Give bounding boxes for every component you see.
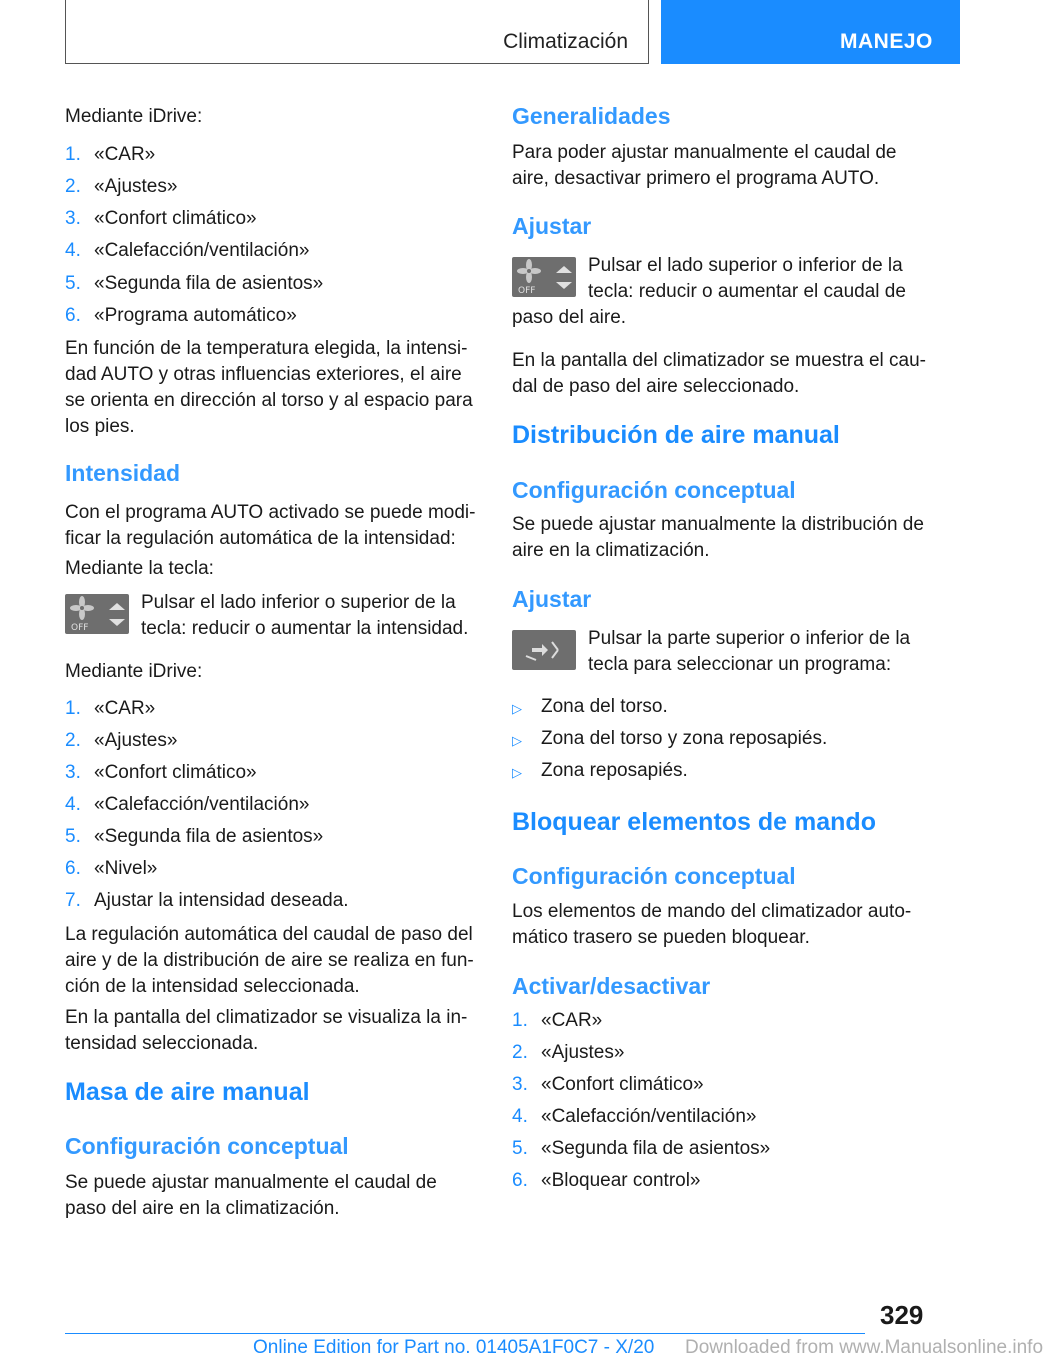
step-number: 4.	[65, 240, 81, 261]
text-line: dal de paso del aire seleccionado.	[512, 376, 800, 397]
text-line: Se puede ajustar manualmente la distribución de	[512, 514, 924, 535]
triangle-bullet-icon: ▷	[512, 765, 522, 780]
text-line: En función de la temperatura elegida, la intensi-	[65, 338, 468, 359]
fan-off-key-icon	[65, 594, 129, 634]
text-line: En la pantalla del climatizador se visualiza la in-	[65, 1007, 468, 1028]
text-line: ción de la intensidad seleccionada.	[65, 976, 360, 997]
list-item: «CAR»	[94, 698, 156, 719]
list-item: «Segunda fila de asientos»	[94, 826, 324, 847]
list-item: «Ajustes»	[94, 730, 178, 751]
step-number: 7.	[65, 890, 81, 911]
list-item: «Ajustes»	[541, 1042, 625, 1063]
list-item: «CAR»	[94, 144, 156, 165]
step-number: 5.	[65, 826, 81, 847]
step-number: 3.	[65, 762, 81, 783]
text-line: En la pantalla del climatizador se muestra el cau-	[512, 350, 926, 371]
text-line: Pulsar el lado superior o inferior de la	[588, 255, 903, 276]
section-title: Climatización	[503, 30, 628, 53]
air-distribution-key-icon	[512, 630, 576, 670]
heading-bloquear: Bloquear elementos de mando	[512, 808, 876, 836]
list-item: «Calefacción/ventilación»	[94, 794, 310, 815]
heading-ajustar: Ajustar	[512, 213, 592, 239]
text-line: los pies.	[65, 416, 135, 437]
heading-generalidades: Generalidades	[512, 103, 671, 129]
page-number: 329	[880, 1300, 924, 1330]
heading-ajustar: Ajustar	[512, 586, 592, 612]
text-line: aire y de la distribución de aire se realiza en fun-	[65, 950, 474, 971]
step-number: 5.	[65, 273, 81, 294]
chapter-tab-label: MANEJO	[840, 30, 933, 53]
text-line: aire, desactivar primero el programa AUTO.	[512, 168, 880, 189]
step-number: 6.	[65, 858, 81, 879]
triangle-bullet-icon: ▷	[512, 701, 522, 716]
text-line: ficar la regulación automática de la intensidad:	[65, 528, 456, 549]
fan-off-key-icon	[512, 257, 576, 297]
step-number: 6.	[512, 1170, 528, 1191]
list-item: «Calefacción/ventilación»	[541, 1106, 757, 1127]
svg-text:OFF: OFF	[518, 286, 536, 296]
list-item: Zona reposapiés.	[541, 760, 688, 781]
step-number: 1.	[512, 1010, 528, 1031]
text-line: La regulación automática del caudal de paso del	[65, 924, 473, 945]
heading-configuracion: Configuración conceptual	[512, 477, 796, 503]
list-item: «Confort climático»	[541, 1074, 704, 1095]
list-item: «Calefacción/ventilación»	[94, 240, 310, 261]
header-box	[65, 0, 649, 64]
step-number: 1.	[65, 698, 81, 719]
list-item: «Confort climático»	[94, 762, 257, 783]
heading-configuracion: Configuración conceptual	[512, 863, 796, 889]
step-number: 2.	[65, 176, 81, 197]
text-line: tecla: reducir o aumentar el caudal de	[588, 281, 906, 302]
list-item: «Ajustes»	[94, 176, 178, 197]
list-item: «Programa automático»	[94, 305, 297, 326]
text-line: Pulsar la parte superior o inferior de la	[588, 628, 911, 649]
text-line: Se puede ajustar manualmente el caudal de	[65, 1172, 437, 1193]
text-line: Con el programa AUTO activado se puede modi-	[65, 502, 476, 523]
heading-masa-aire: Masa de aire manual	[65, 1078, 310, 1106]
text-line: Los elementos de mando del climatizador auto-	[512, 901, 912, 922]
list-item: «Confort climático»	[94, 208, 257, 229]
intro-idrive: Mediante iDrive:	[65, 106, 203, 127]
text-line: tecla: reducir o aumentar la intensidad.	[141, 618, 469, 639]
step-number: 3.	[512, 1074, 528, 1095]
step-number: 3.	[65, 208, 81, 229]
text-line: aire en la climatización.	[512, 540, 710, 561]
heading-activar: Activar/desactivar	[512, 973, 711, 999]
intro-key: Mediante la tecla:	[65, 558, 214, 579]
heading-intensidad: Intensidad	[65, 460, 181, 486]
triangle-bullet-icon: ▷	[512, 733, 522, 748]
step-number: 4.	[65, 794, 81, 815]
step-number: 2.	[65, 730, 81, 751]
text-line: Pulsar el lado inferior o superior de la	[141, 592, 456, 613]
heading-configuracion: Configuración conceptual	[65, 1133, 349, 1159]
list-item: «CAR»	[541, 1010, 603, 1031]
list-item: «Segunda fila de asientos»	[541, 1138, 771, 1159]
step-number: 1.	[65, 144, 81, 165]
text-line: paso del aire en la climatización.	[65, 1198, 340, 1219]
list-item: «Segunda fila de asientos»	[94, 273, 324, 294]
list-item: Zona del torso.	[541, 696, 668, 717]
step-number: 6.	[65, 305, 81, 326]
step-number: 2.	[512, 1042, 528, 1063]
text-line: paso del aire.	[512, 307, 627, 328]
list-item: Zona del torso y zona reposapiés.	[541, 728, 828, 749]
text-line: mático trasero se pueden bloquear.	[512, 927, 810, 948]
list-item: «Nivel»	[94, 858, 158, 879]
text-line: se orienta en dirección al torso y al espacio para	[65, 390, 473, 411]
text-line: tensidad seleccionada.	[65, 1033, 259, 1054]
heading-distribucion: Distribución de aire manual	[512, 421, 840, 449]
footer-divider	[65, 1333, 865, 1334]
text-line: tecla para seleccionar un programa:	[588, 654, 892, 675]
intro-idrive: Mediante iDrive:	[65, 661, 203, 682]
step-number: 4.	[512, 1106, 528, 1127]
text-line: dad AUTO y otras influencias exteriores, el aire	[65, 364, 462, 385]
list-item: «Bloquear control»	[541, 1170, 701, 1191]
text-line: Para poder ajustar manualmente el caudal de	[512, 142, 897, 163]
chapter-tab[interactable]	[661, 0, 960, 64]
svg-text:OFF: OFF	[71, 623, 89, 633]
watermark[interactable]: Downloaded from www.Manualsonline.info	[685, 1337, 1043, 1358]
list-item: Ajustar la intensidad deseada.	[94, 890, 349, 911]
step-number: 5.	[512, 1138, 528, 1159]
footer-edition: Online Edition for Part no. 01405A1F0C7 - X/20	[253, 1337, 655, 1358]
